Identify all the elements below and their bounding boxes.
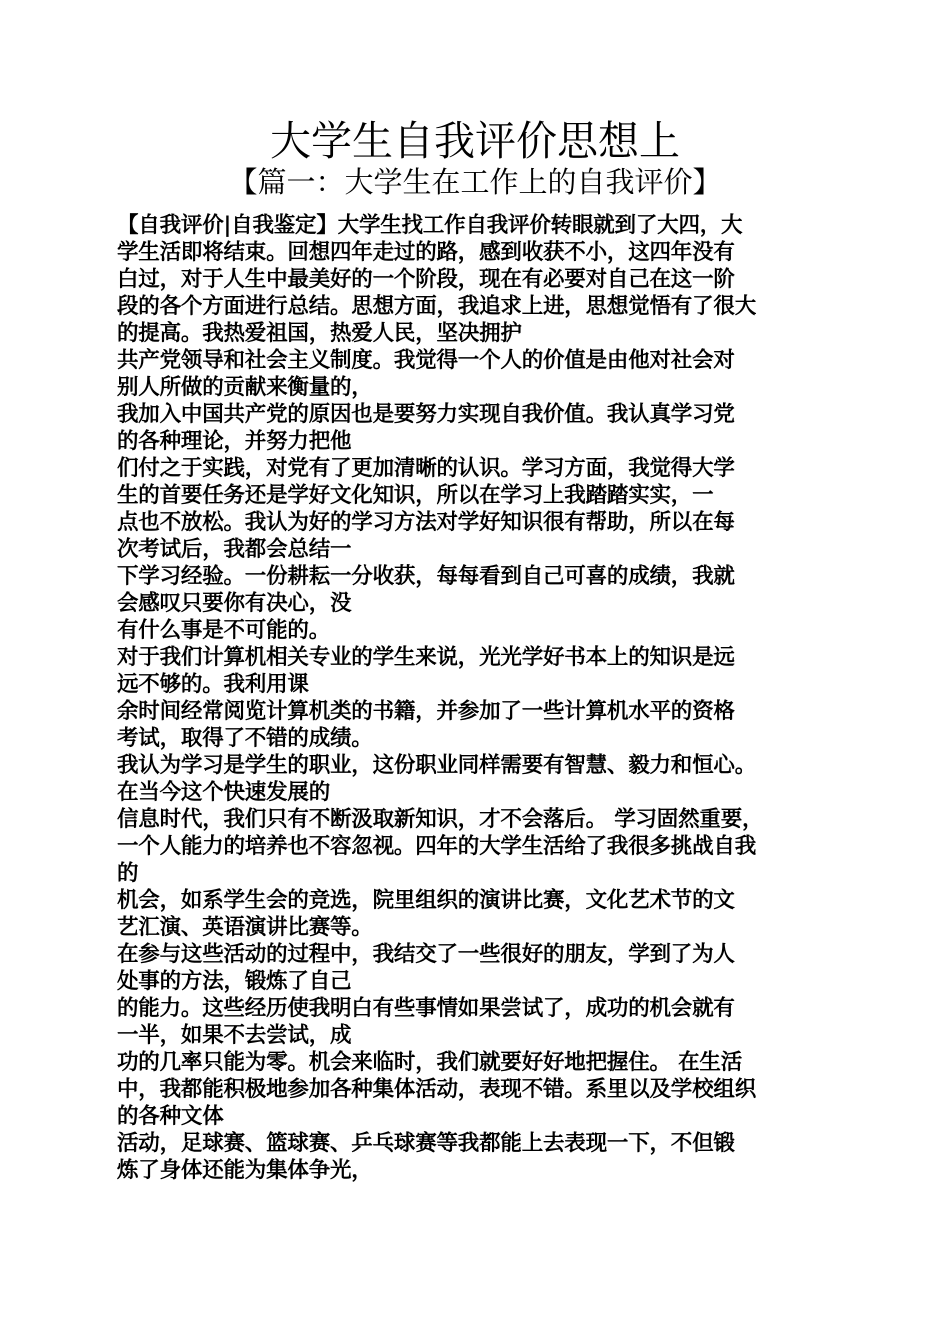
body-line: 段的各个方面进行总结。思想方面，我追求上进，思想觉悟有了很大 <box>117 294 757 319</box>
body-line: 们付之于实践，对党有了更加清晰的认识。学习方面，我觉得大学 <box>117 456 735 481</box>
body-line: 点也不放松。我认为好的学习方法对学好知识很有帮助，所以在每 <box>117 510 735 535</box>
body-line: 功的几率只能为零。机会来临时，我们就要好好地把握住。 在生活 <box>117 1050 742 1075</box>
body-line: 共产党领导和社会主义制度。我觉得一个人的价值是由他对社会对 <box>117 348 735 373</box>
body-line: 信息时代，我们只有不断汲取新知识，才不会落后。 学习固然重要， <box>117 807 764 832</box>
body-line: 会感叹只要你有决心，没 <box>117 591 352 616</box>
body-line: 我认为学习是学生的职业，这份职业同样需要有智慧、毅力和恒心。 <box>117 753 757 778</box>
body-line: 白过，对于人生中最美好的一个阶段，现在有必要对自己在这一阶 <box>117 267 735 292</box>
body-line: 次考试后，我都会总结一 <box>117 537 352 562</box>
body-line: 在当今这个快速发展的 <box>117 780 331 805</box>
body-line: 余时间经常阅览计算机类的书籍，并参加了一些计算机水平的资格 <box>117 699 735 724</box>
body-line: 活动，足球赛、篮球赛、乒乓球赛等我都能上去表现一下，不但锻 <box>117 1131 735 1156</box>
body-line: 学生活即将结束。回想四年走过的路，感到收获不小，这四年没有 <box>117 240 735 265</box>
body-line: 一半，如果不去尝试，成 <box>117 1023 352 1048</box>
body-line: 的 <box>117 861 139 886</box>
body-line: 的能力。这些经历使我明白有些事情如果尝试了，成功的机会就有 <box>117 996 735 1021</box>
body-line: 在参与这些活动的过程中，我结交了一些很好的朋友，学到了为人 <box>117 942 735 967</box>
body-line: 炼了身体还能为集体争光， <box>117 1158 373 1183</box>
body-line: 中，我都能积极地参加各种集体活动，表现不错。系里以及学校组织 <box>117 1077 757 1102</box>
body-line: 对于我们计算机相关专业的学生来说，光光学好书本上的知识是远 <box>117 645 735 670</box>
body-line: 处事的方法，锻炼了自己 <box>117 969 352 994</box>
body-line: 【自我评价|自我鉴定】大学生找工作自我评价转眼就到了大四，大 <box>117 213 743 238</box>
body-line: 别人所做的贡献来衡量的， <box>117 375 373 400</box>
body-line: 有什么事是不可能的。 <box>117 618 331 643</box>
body-line: 的各种理论，并努力把他 <box>117 429 352 454</box>
body-line: 我加入中国共产党的原因也是要努力实现自我价值。我认真学习党 <box>117 402 735 427</box>
document-subtitle: 【篇一：大学生在工作上的自我评价】 <box>228 165 722 199</box>
body-line: 下学习经验。一份耕耘一分收获，每每看到自己可喜的成绩，我就 <box>117 564 735 589</box>
body-line: 的提高。我热爱祖国，热爱人民，坚决拥护 <box>117 321 522 346</box>
body-line: 远不够的。我利用课 <box>117 672 309 697</box>
body-line: 一个人能力的培养也不容忽视。四年的大学生活给了我很多挑战自我 <box>117 834 757 859</box>
document-title: 大学生自我评价思想上 <box>270 117 680 165</box>
body-line: 的各种文体 <box>117 1104 224 1129</box>
body-line: 艺汇演、英语演讲比赛等。 <box>117 915 373 940</box>
body-line: 机会，如系学生会的竞选，院里组织的演讲比赛，文化艺术节的文 <box>117 888 735 913</box>
document-body <box>117 212 842 1184</box>
body-line: 考试，取得了不错的成绩。 <box>117 726 373 751</box>
body-line: 生的首要任务还是学好文化知识，所以在学习上我踏踏实实，一 <box>117 483 714 508</box>
